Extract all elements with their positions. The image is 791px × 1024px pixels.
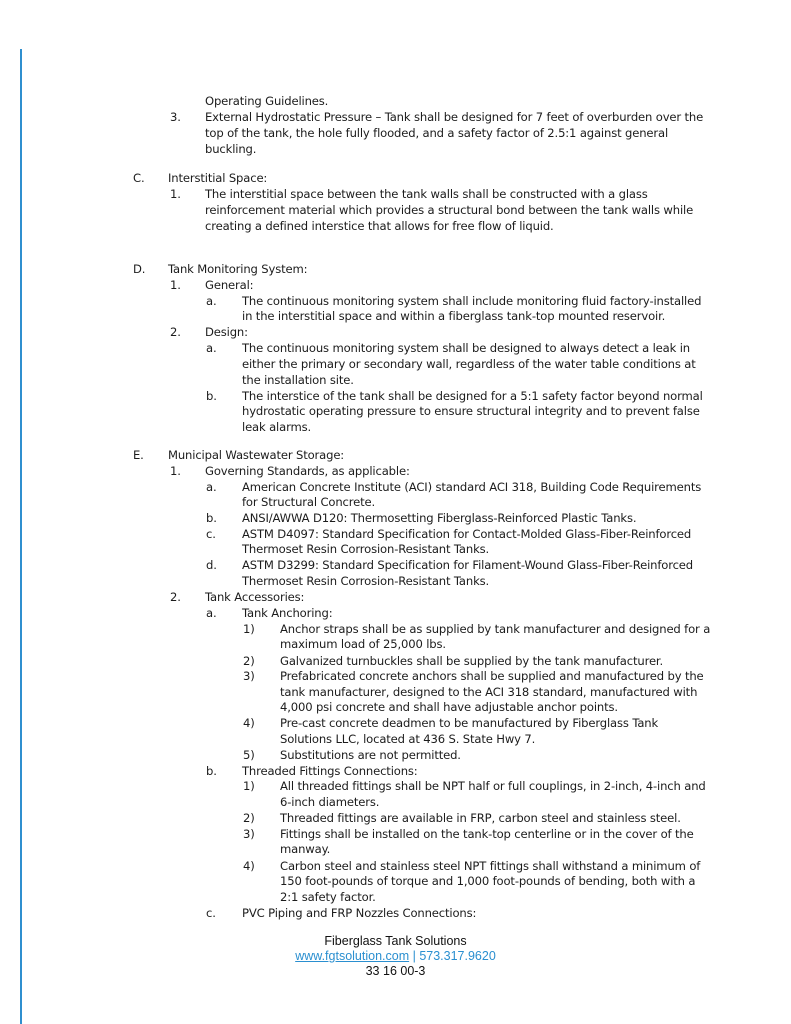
paragraph-line: Substitutions are not permitted. (280, 748, 461, 762)
footer-contact (0, 949, 791, 963)
footer-separator: | (409, 949, 420, 963)
paragraph-line: Galvanized turnbuckles shall be supplied by the tank manufacturer. (280, 654, 664, 668)
list-paren-number: 1) (243, 779, 255, 793)
paragraph-line: Threaded fittings are available in FRP, carbon steel and stainless steel. (280, 811, 681, 825)
subsection-heading: Tank Accessories: (205, 590, 305, 604)
paragraph-line: The interstitial space between the tank walls shall be constructed with a glass (205, 187, 648, 201)
paragraph-line: ASTM D3299: Standard Specification for Filament-Wound Glass-Fiber-Reinforced (242, 558, 693, 572)
paragraph-line: either the primary or secondary wall, regardless of the water table conditions at (242, 357, 696, 371)
list-paren-number: 5) (243, 748, 255, 762)
paragraph-line: 6-inch diameters. (280, 795, 380, 809)
section-heading: Tank Monitoring System: (168, 262, 308, 276)
section-heading: Municipal Wastewater Storage: (168, 448, 345, 462)
paragraph-line: in the interstitial space and within a fiberglass tank-top mounted reservoir. (242, 309, 666, 323)
list-paren-number: 2) (243, 811, 255, 825)
list-paren-number: 1) (243, 622, 255, 636)
left-margin-rule (20, 49, 22, 1024)
list-letter: b. (206, 764, 217, 778)
list-number: 1. (170, 464, 181, 478)
paragraph-line: buckling. (205, 142, 257, 156)
list-paren-number: 4) (243, 716, 255, 730)
list-number: 1. (170, 187, 181, 201)
paragraph-line: maximum load of 25,000 lbs. (280, 637, 446, 651)
paragraph-line: Prefabricated concrete anchors shall be supplied and manufactured by the (280, 669, 704, 683)
paragraph-line: ASTM D4097: Standard Specification for Contact-Molded Glass-Fiber-Reinforced (242, 527, 692, 541)
paragraph-line: hydrostatic operating pressure to ensure structural integrity and to prevent false (242, 404, 700, 418)
paragraph-line: American Concrete Institute (ACI) standard ACI 318, Building Code Requirements (242, 480, 702, 494)
paragraph-line: the installation site. (242, 373, 354, 387)
list-paren-number: 4) (243, 859, 255, 873)
list-letter: a. (206, 606, 217, 620)
paragraph-line: The interstice of the tank shall be designed for a 5:1 safety factor beyond normal (242, 389, 703, 403)
paragraph-line: Thermoset Resin Corrosion-Resistant Tanks. (242, 574, 490, 588)
phone-number: 573.317.9620 (419, 949, 496, 963)
subsection-heading: Design: (205, 325, 248, 339)
list-number: 2. (170, 325, 181, 339)
paragraph-line: manway. (280, 842, 331, 856)
paragraph-line: leak alarms. (242, 420, 312, 434)
continuation-text: Operating Guidelines. (205, 94, 329, 108)
list-letter: c. (206, 906, 216, 920)
paragraph-line: All threaded fittings shall be NPT half or full couplings, in 2-inch, 4-inch and (280, 779, 706, 793)
subsection-heading: Tank Anchoring: (242, 606, 333, 620)
page-number: 33 16 00-3 (365, 964, 426, 978)
paragraph-line: Fittings shall be installed on the tank-top centerline or in the cover of the (280, 827, 694, 841)
list-letter: a. (206, 480, 217, 494)
paragraph-line: top of the tank, the hole fully flooded, and a safety factor of 2.5:1 against general (205, 126, 669, 140)
list-letter: b. (206, 511, 217, 525)
paragraph-line: Anchor straps shall be as supplied by tank manufacturer and designed for a (280, 622, 711, 636)
subsection-heading: Threaded Fittings Connections: (242, 764, 418, 778)
list-paren-number: 3) (243, 669, 255, 683)
subsection-heading: Governing Standards, as applicable: (205, 464, 410, 478)
list-number: 1. (170, 278, 181, 292)
list-paren-number: 2) (243, 654, 255, 668)
list-letter: a. (206, 294, 217, 308)
paragraph-line: The continuous monitoring system shall be designed to always detect a leak in (242, 341, 690, 355)
subsection-heading: General: (205, 278, 254, 292)
website-link[interactable]: www.fgtsolution.com (295, 949, 410, 963)
paragraph-line: creating a defined interstice that allows for free flow of liquid. (205, 219, 554, 233)
paragraph-line: reinforcement material which provides a structural bond between the tank walls while (205, 203, 694, 217)
section-letter: D. (133, 262, 146, 276)
list-letter: d. (206, 558, 217, 572)
list-letter: b. (206, 389, 217, 403)
list-letter: c. (206, 527, 216, 541)
paragraph-line: External Hydrostatic Pressure – Tank shall be designed for 7 feet of overburden over the (205, 110, 704, 124)
list-paren-number: 3) (243, 827, 255, 841)
section-letter: C. (133, 171, 145, 185)
paragraph-line: 150 foot-pounds of torque and 1,000 foot-pounds of bending, both with a (280, 874, 696, 888)
list-number: 3. (170, 110, 181, 124)
paragraph-line: Pre-cast concrete deadmen to be manufactured by Fiberglass Tank (280, 716, 659, 730)
paragraph-line: 2:1 safety factor. (280, 890, 376, 904)
section-letter: E. (133, 448, 144, 462)
list-letter: a. (206, 341, 217, 355)
section-heading: Interstitial Space: (168, 171, 268, 185)
list-number: 2. (170, 590, 181, 604)
paragraph-line: Solutions LLC, located at 436 S. State Hwy 7. (280, 732, 536, 746)
subsection-heading: PVC Piping and FRP Nozzles Connections: (242, 906, 477, 920)
paragraph-line: Thermoset Resin Corrosion-Resistant Tanks. (242, 542, 490, 556)
paragraph-line: The continuous monitoring system shall include monitoring fluid factory-installed (242, 294, 702, 308)
paragraph-line: 4,000 psi concrete and shall have adjustable anchor points. (280, 700, 618, 714)
paragraph-line: tank manufacturer, designed to the ACI 318 standard, manufactured with (280, 685, 698, 699)
footer-company: Fiberglass Tank Solutions (324, 934, 467, 948)
paragraph-line: Carbon steel and stainless steel NPT fittings shall withstand a minimum of (280, 859, 701, 873)
paragraph-line: ANSI/AWWA D120: Thermosetting Fiberglass-Reinforced Plastic Tanks. (242, 511, 637, 525)
paragraph-line: for Structural Concrete. (242, 495, 376, 509)
